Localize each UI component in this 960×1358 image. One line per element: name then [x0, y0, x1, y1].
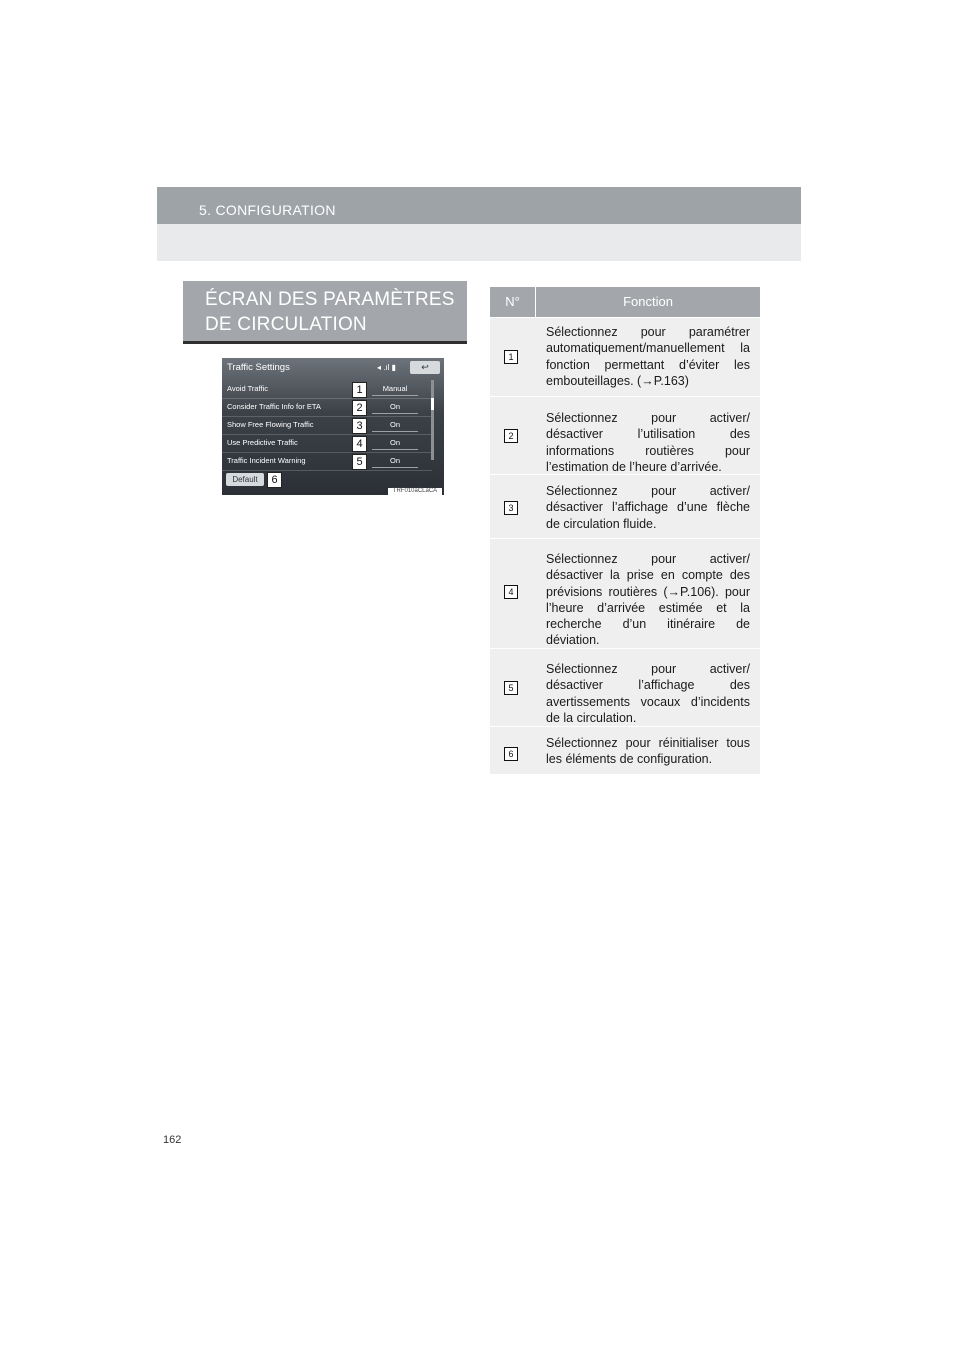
setting-label: Traffic Incident Warning: [227, 456, 306, 465]
setting-row-avoid-traffic[interactable]: [222, 380, 432, 399]
callout-2: 2: [352, 400, 367, 416]
setting-value[interactable]: On: [372, 455, 418, 468]
back-button[interactable]: ↩: [410, 361, 440, 374]
header-band: [157, 187, 801, 261]
section-title-box: [183, 281, 467, 344]
column-header-function: Fonction: [623, 294, 673, 309]
setting-row-free-flowing[interactable]: [222, 416, 432, 435]
setting-value[interactable]: On: [372, 419, 418, 432]
setting-label: Avoid Traffic: [227, 384, 268, 393]
scrollbar[interactable]: [431, 380, 434, 460]
row-number: 3: [504, 501, 518, 515]
setting-value[interactable]: On: [372, 401, 418, 414]
image-code: TRF010aCLaCA: [388, 488, 442, 495]
setting-label: Consider Traffic Info for ETA: [227, 402, 321, 411]
setting-label: Show Free Flowing Traffic: [227, 420, 314, 429]
callout-3: 3: [352, 418, 367, 434]
row-number: 5: [504, 681, 518, 695]
screen-title: Traffic Settings: [227, 362, 290, 373]
table-header: [490, 287, 760, 317]
scrollbar-thumb[interactable]: [431, 398, 434, 410]
table-row: [490, 317, 760, 396]
table-row: [490, 474, 760, 538]
row-description: Sélectionnez pour paramétrer automatiquement/manuellement la fonction permettant d’éviter les embouteillages. (→P.163): [546, 325, 750, 388]
row-number: 1: [504, 350, 518, 364]
table-row: [490, 648, 760, 726]
section-title: ÉCRAN DES PARAMÈTRES DE CIRCULATION: [205, 289, 455, 335]
table-row: [490, 538, 760, 648]
setting-row-consider-traffic[interactable]: [222, 398, 432, 417]
header-strip: [157, 187, 801, 224]
callout-6: 6: [267, 472, 282, 488]
table-row: [490, 726, 760, 774]
callout-5: 5: [352, 454, 367, 470]
section-label: 5. CONFIGURATION: [199, 202, 336, 218]
row-description: Sélectionnez pour activer/ désactiver l’affichage des avertissements vocaux d’incidents de la circulation.: [546, 662, 750, 725]
row-description: Sélectionnez pour activer/ désactiver l’affichage d’une flèche de circulation fluide.: [546, 484, 750, 531]
setting-label: Use Predictive Traffic: [227, 438, 298, 447]
default-button[interactable]: Default: [226, 473, 264, 486]
row-description: Sélectionnez pour activer/ désactiver l’utilisation des informations routières pour l’estimation de l’heure d’arrivée.: [546, 411, 750, 474]
row-description: Sélectionnez pour réinitialiser tous les éléments de configuration.: [546, 736, 750, 767]
screen-thumbnail: [222, 358, 444, 495]
page-number: 162: [163, 1134, 182, 1146]
status-icons: ◂ .ıl ▮: [377, 363, 397, 372]
function-table: [490, 287, 760, 774]
setting-value[interactable]: Manual: [372, 383, 418, 396]
setting-value[interactable]: On: [372, 437, 418, 450]
table-row: [490, 396, 760, 474]
row-number: 6: [504, 747, 518, 761]
column-header-number: N°: [490, 287, 536, 317]
row-number: 2: [504, 429, 518, 443]
setting-row-predictive[interactable]: [222, 434, 432, 453]
callout-1: 1: [352, 382, 367, 398]
row-number: 4: [504, 585, 518, 599]
setting-row-incident-warning[interactable]: [222, 452, 432, 471]
row-description: Sélectionnez pour activer/ désactiver la prise en compte des prévisions routières (→P.106). pour l’heure d’arrivée estimée et la recherche d’un itinéraire de déviation.: [546, 552, 750, 648]
callout-4: 4: [352, 436, 367, 452]
